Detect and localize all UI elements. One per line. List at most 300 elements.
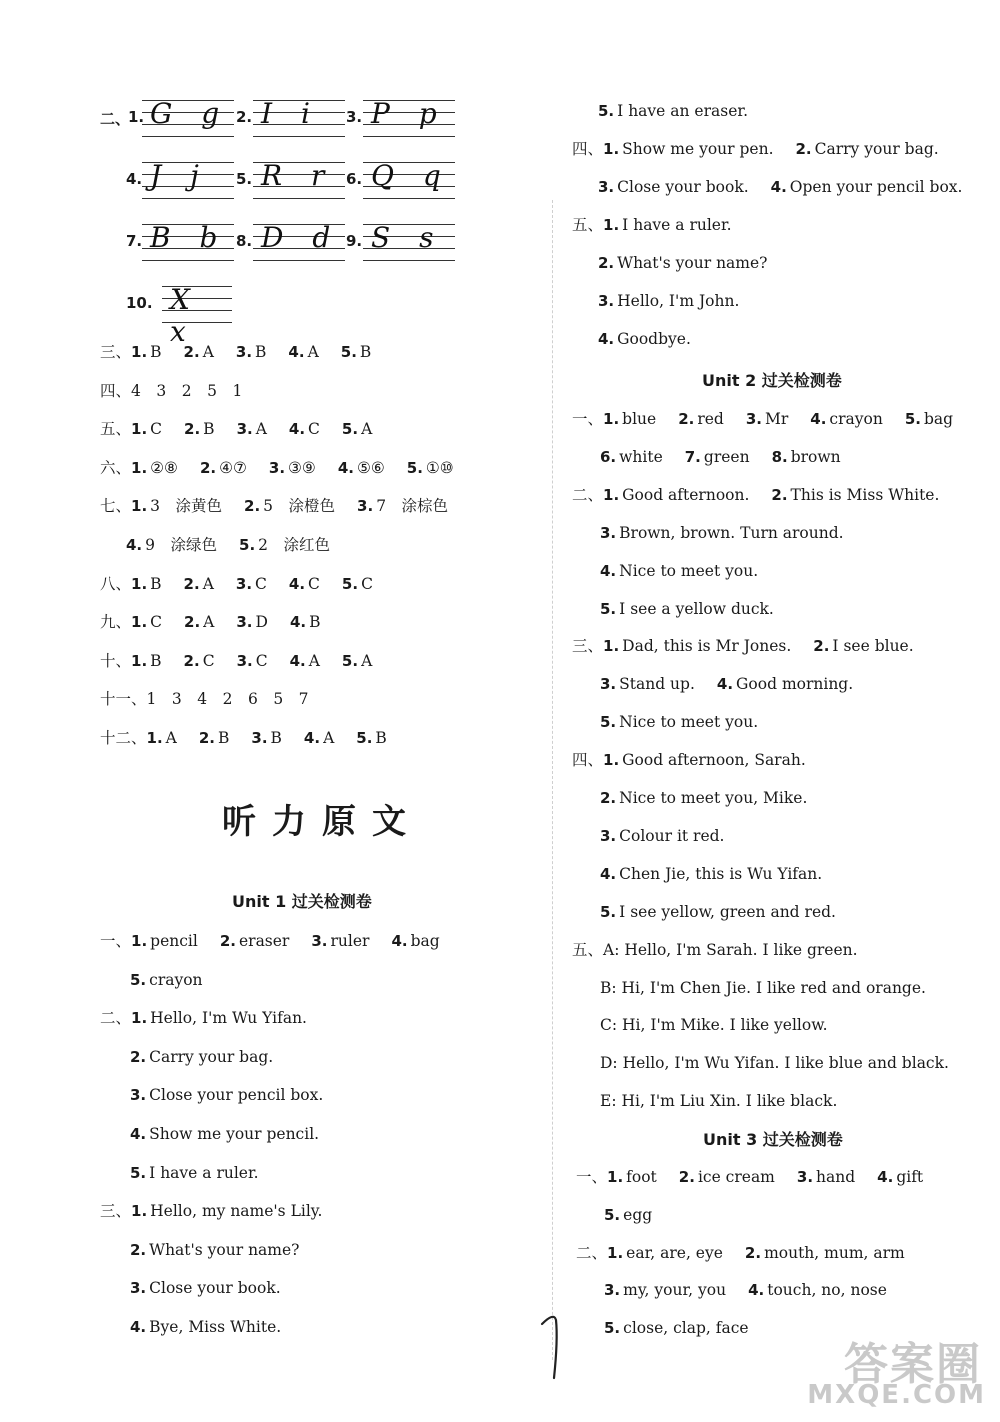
- item-number: 5.: [600, 713, 617, 732]
- item-answer: B: [218, 729, 230, 747]
- item-number: 1.: [131, 458, 148, 477]
- writing-rule-line: [253, 198, 345, 199]
- item-number: 5.: [341, 651, 359, 670]
- handwriting-item-number: 6.: [346, 170, 363, 188]
- answer-line: [598, 177, 966, 197]
- item-answer: A: [165, 729, 177, 747]
- item-number: 4.: [303, 729, 321, 747]
- answer-line: [572, 940, 862, 960]
- answer-line: [604, 1205, 656, 1225]
- item-number: 4.: [748, 1281, 765, 1300]
- answer-line: [604, 1280, 891, 1300]
- unit2-title: Unit 2 过关检测卷: [702, 371, 842, 390]
- item-answer: A: [255, 420, 267, 439]
- handwritten-letters: P p: [371, 97, 447, 130]
- handwritten-letters: S s: [371, 221, 444, 254]
- item-answer: What's your name?: [149, 1240, 300, 1259]
- item-number: 1.: [131, 497, 148, 516]
- answer-line: [598, 291, 743, 311]
- item-number: 3.: [600, 826, 617, 845]
- unit1-title: Unit 1 过关检测卷: [232, 892, 372, 911]
- item-number: 1.: [603, 216, 620, 234]
- item-number: 5.: [341, 420, 359, 439]
- question-number: 九、: [100, 613, 132, 632]
- item-answer: A: [308, 651, 320, 670]
- question-number: 七、: [100, 497, 132, 516]
- answer-line: [100, 342, 375, 362]
- item-number: 3.: [130, 1086, 147, 1105]
- item-answer: Chen Jie, this is Wu Yifan.: [619, 864, 823, 883]
- answer-line: [576, 1243, 909, 1263]
- answer-line: [572, 636, 918, 656]
- item-answer: ④⑦: [219, 458, 247, 477]
- watermark: [807, 1328, 990, 1414]
- question-number: 十一、: [100, 690, 147, 709]
- answer-line: [130, 1124, 323, 1144]
- handwriting-box: [363, 160, 455, 200]
- item-answer: ②⑧: [150, 458, 178, 477]
- handwriting-box: [142, 98, 234, 138]
- answer-line: [100, 381, 246, 401]
- item-number: 2.: [244, 497, 261, 516]
- item-number: 4.: [337, 458, 354, 477]
- item-number: 3.: [236, 420, 253, 439]
- item-answer: touch, no, nose: [767, 1281, 887, 1300]
- item-answer: Carry your bag.: [149, 1047, 274, 1066]
- item-answer: gift: [896, 1168, 924, 1186]
- item-answer: A: [203, 613, 215, 632]
- item-answer: I see a yellow duck.: [619, 599, 774, 618]
- item-number: 2.: [771, 485, 788, 504]
- column-divider: [552, 200, 553, 1360]
- item-number: 4.: [391, 932, 408, 950]
- item-number: 2.: [219, 932, 236, 950]
- writing-rule-line: [142, 136, 234, 137]
- answer-line: [604, 1318, 753, 1338]
- item-answer: B: [359, 343, 372, 361]
- item-number: 1.: [607, 1168, 624, 1186]
- item-number: 5.: [340, 343, 357, 361]
- handwriting-item-number: 2.: [236, 108, 253, 126]
- item-number: 1.: [603, 140, 620, 158]
- answer-line: [600, 902, 840, 922]
- item-number: 6.: [600, 447, 617, 466]
- watermark-logo-text: 答案圈: [844, 1339, 982, 1390]
- item-answer: C: [150, 613, 163, 632]
- item-answer: A: [361, 420, 373, 439]
- item-number: 3.: [268, 458, 286, 477]
- answer-line: [100, 458, 458, 478]
- item-number: 2.: [183, 343, 200, 361]
- item-answer: I see yellow, green and red.: [619, 902, 836, 921]
- item-answer: Close your book.: [149, 1279, 281, 1298]
- item-answer: What's your name?: [617, 254, 768, 272]
- item-answer: B: [255, 343, 267, 361]
- answer-line: [130, 1163, 263, 1183]
- answer-line: [100, 651, 376, 671]
- item-answer: C: [202, 651, 215, 670]
- item-answer: ice cream: [697, 1168, 775, 1186]
- answer-line: [572, 215, 736, 235]
- item-answer: B: [375, 729, 387, 747]
- item-answer: eraser: [238, 932, 290, 950]
- item-answer: Nice to meet you.: [619, 713, 759, 732]
- answer-line: [130, 1317, 285, 1337]
- item-number: 1.: [131, 932, 148, 950]
- item-number: 4.: [130, 1125, 147, 1143]
- item-answer: crayon: [829, 410, 883, 428]
- item-number: 3.: [796, 1168, 814, 1186]
- answer-line: [130, 1047, 277, 1067]
- item-answer: bag: [923, 410, 954, 428]
- item-number: 1.: [603, 485, 620, 504]
- item-number: 2.: [199, 458, 217, 477]
- handwriting-item-number: 5.: [236, 170, 253, 188]
- item-number: 2.: [795, 140, 812, 158]
- item-answer: B: [150, 574, 162, 593]
- item-number: 2.: [183, 574, 200, 593]
- item-answer: Colour it red.: [619, 826, 725, 845]
- item-number: 1.: [603, 410, 620, 428]
- handwriting-box: [142, 160, 234, 200]
- writing-rule-line: [363, 136, 455, 137]
- item-number: 2.: [184, 420, 201, 439]
- handwritten-letters: B b: [150, 221, 228, 254]
- item-number: 3.: [600, 523, 617, 542]
- item-answer: Good afternoon, Sarah.: [622, 751, 806, 770]
- item-answer: white: [619, 447, 663, 466]
- item-number: 1.: [131, 613, 148, 632]
- item-answer: C: [361, 574, 373, 593]
- writing-rule-line: [142, 198, 234, 199]
- item-number: 2.: [744, 1243, 762, 1262]
- item-answer: Close your book.: [617, 178, 749, 196]
- question-number: 三、: [100, 343, 132, 361]
- item-answer: C: [255, 651, 268, 670]
- handwriting-item-number: 10.: [126, 294, 153, 312]
- answer-line: [130, 1240, 303, 1260]
- item-answer: egg: [623, 1205, 653, 1224]
- item-answer: 7 涂棕色: [376, 497, 449, 516]
- item-answer: close, clap, face: [623, 1319, 749, 1338]
- item-answer: Show me your pen.: [622, 140, 774, 158]
- item-answer: B: [150, 651, 162, 670]
- item-number: 1.: [131, 420, 148, 439]
- item-answer: B: [309, 613, 321, 632]
- item-answer: Nice to meet you.: [619, 561, 759, 580]
- item-number: 4.: [716, 675, 734, 694]
- item-number: 5.: [598, 102, 615, 120]
- unit3-title: Unit 3 过关检测卷: [703, 1130, 843, 1149]
- answer-line: [100, 728, 391, 748]
- item-number: 1.: [146, 729, 163, 747]
- item-answer: Good afternoon.: [622, 485, 750, 504]
- handwriting-item-number: 8.: [236, 232, 253, 250]
- answer-line: [572, 409, 957, 429]
- answer-text: A: Hello, I'm Sarah. I like green.: [603, 940, 858, 959]
- question-number: 一、: [576, 1168, 608, 1186]
- answer-line: [130, 970, 207, 990]
- item-answer: red: [697, 410, 724, 428]
- handwriting-box: [142, 222, 234, 262]
- item-answer: This is Miss White.: [790, 485, 940, 504]
- item-answer: D: [255, 613, 268, 632]
- item-number: 4.: [130, 1318, 147, 1336]
- item-answer: 3 涂黄色: [150, 497, 223, 516]
- item-answer: green: [703, 447, 750, 466]
- item-number: 5.: [130, 970, 147, 989]
- item-number: 5.: [904, 410, 921, 428]
- item-answer: B: [150, 343, 162, 361]
- item-answer: C: [255, 574, 267, 593]
- item-answer: Hello, my name's Lily.: [150, 1202, 323, 1221]
- question-number: 二、: [576, 1243, 608, 1262]
- answer-line: [572, 485, 943, 505]
- item-answer: Goodbye.: [617, 330, 691, 348]
- item-answer: I have an eraser.: [617, 102, 749, 120]
- answer-text: D: Hello, I'm Wu Yifan. I like blue and black.: [600, 1054, 949, 1073]
- handwriting-item-number: 9.: [346, 232, 363, 250]
- answer-line: [600, 1015, 832, 1035]
- handwritten-letters: Q q: [371, 159, 451, 192]
- item-number: 2.: [813, 637, 830, 656]
- writing-rule-line: [253, 136, 345, 137]
- item-number: 1.: [131, 1009, 148, 1028]
- answer-line: [600, 447, 845, 467]
- item-answer: my, your, you: [623, 1281, 727, 1300]
- item-number: 2.: [678, 1168, 695, 1186]
- item-number: 2.: [183, 651, 200, 670]
- answer-line: [100, 1008, 311, 1028]
- item-answer: hand: [816, 1168, 856, 1186]
- item-number: 3.: [235, 343, 253, 361]
- item-number: 2.: [600, 789, 617, 807]
- item-number: 1.: [607, 1243, 624, 1262]
- item-number: 4.: [289, 651, 306, 670]
- item-answer: Mr: [765, 410, 789, 428]
- answer-line: [600, 1053, 953, 1073]
- item-number: 1.: [603, 751, 620, 770]
- item-number: 4.: [877, 1168, 894, 1186]
- answer-line: [598, 253, 771, 273]
- question-number: 八、: [100, 574, 132, 593]
- item-number: 1.: [603, 637, 620, 656]
- answer-line: [100, 612, 324, 632]
- question-number: 四、: [572, 751, 604, 770]
- item-answer: ①⑩: [425, 458, 454, 477]
- answer-line: [572, 139, 943, 159]
- handwriting-item-number: 1.: [128, 108, 145, 126]
- item-answer: C: [308, 420, 320, 439]
- item-number: 5.: [239, 536, 256, 554]
- answer-line: [130, 1278, 285, 1298]
- handwriting-item-number: 3.: [346, 108, 363, 126]
- question-number: 六、: [100, 458, 132, 477]
- answer-text: E: Hi, I'm Liu Xin. I like black.: [600, 1092, 838, 1111]
- item-answer: Hello, I'm Wu Yifan.: [150, 1009, 307, 1028]
- item-answer: A: [307, 343, 319, 361]
- answer-line: [600, 712, 762, 732]
- item-number: 5.: [604, 1205, 621, 1224]
- answer-line: [126, 535, 334, 555]
- item-number: 3.: [357, 497, 374, 516]
- answer-text: C: Hi, I'm Mike. I like yellow.: [600, 1016, 828, 1035]
- item-number: 1.: [131, 574, 148, 593]
- item-answer: B: [203, 420, 215, 439]
- answer-line: [572, 750, 810, 770]
- handwritten-letters: X x: [170, 283, 200, 348]
- item-answer: Stand up.: [619, 675, 695, 694]
- handwriting-item-number: 7.: [126, 232, 143, 250]
- item-answer: A: [323, 729, 335, 747]
- item-number: 2.: [598, 254, 615, 272]
- item-number: 5.: [600, 599, 617, 618]
- answer-line: [600, 1091, 841, 1111]
- item-answer: pencil: [150, 932, 198, 950]
- question-number: 二、: [572, 485, 604, 504]
- item-number: 1.: [131, 343, 148, 361]
- item-answer: ③⑨: [288, 458, 316, 477]
- item-answer: A: [202, 574, 214, 593]
- item-number: 5.: [130, 1163, 147, 1182]
- section-title: 听力原文: [222, 802, 422, 842]
- question-number: 五、: [100, 420, 132, 439]
- item-number: 4.: [289, 613, 307, 632]
- item-number: 4.: [598, 330, 615, 348]
- item-answer: Bye, Miss White.: [149, 1318, 282, 1336]
- item-number: 3.: [600, 675, 617, 694]
- item-number: 5.: [604, 1319, 621, 1338]
- item-answer: C: [150, 420, 163, 439]
- answer-line: [100, 496, 452, 516]
- item-number: 5.: [406, 458, 423, 477]
- pen-mark: [540, 1310, 566, 1380]
- item-number: 3.: [236, 613, 253, 632]
- item-answer: Open your pencil box.: [789, 178, 963, 196]
- handwriting-box: [363, 222, 455, 262]
- item-number: 4.: [810, 410, 827, 428]
- item-number: 2.: [198, 729, 215, 747]
- item-answer: Nice to meet you, Mike.: [619, 789, 808, 807]
- item-number: 1.: [131, 651, 148, 670]
- item-number: 5.: [600, 902, 617, 921]
- question-number: 一、: [572, 410, 604, 428]
- item-answer: mouth, mum, arm: [764, 1243, 905, 1262]
- item-number: 3.: [598, 178, 615, 196]
- question-number: 五、: [572, 216, 604, 234]
- item-answer: ear, are, eye: [626, 1243, 723, 1262]
- item-number: 4.: [288, 420, 306, 439]
- item-number: 4.: [126, 536, 143, 554]
- handwriting-box: [253, 98, 345, 138]
- item-number: 4.: [288, 343, 305, 361]
- handwriting-box: [363, 98, 455, 138]
- item-answer: brown: [790, 447, 841, 466]
- answer-line: [600, 826, 729, 846]
- answer-line: [100, 931, 444, 951]
- answer-text: 1 3 4 2 6 5 7: [146, 690, 309, 709]
- item-answer: I have a ruler.: [622, 216, 732, 234]
- item-answer: Hello, I'm John.: [617, 292, 740, 310]
- handwriting-section-label: 二、: [100, 110, 131, 128]
- item-number: 4.: [288, 574, 306, 593]
- item-number: 4.: [600, 561, 617, 580]
- item-answer: ⑤⑥: [356, 458, 385, 477]
- item-answer: Close your pencil box.: [149, 1086, 324, 1105]
- item-answer: bag: [410, 932, 440, 950]
- answer-line: [600, 864, 826, 884]
- item-number: 3.: [236, 651, 253, 670]
- watermark-url: MXQE.COM: [807, 1380, 986, 1410]
- item-answer: Carry your bag.: [814, 140, 939, 158]
- item-number: 8.: [771, 447, 788, 466]
- answer-line: [600, 674, 857, 694]
- item-answer: 5 涂橙色: [263, 497, 336, 516]
- question-number: 三、: [100, 1202, 132, 1221]
- item-answer: blue: [622, 410, 657, 428]
- item-number: 5.: [356, 729, 373, 747]
- question-number: 五、: [572, 940, 604, 959]
- question-number: 一、: [100, 932, 132, 950]
- handwriting-box: [253, 222, 345, 262]
- item-number: 4.: [600, 864, 617, 883]
- answer-line: [598, 329, 695, 349]
- writing-rule-line: [363, 198, 455, 199]
- answer-line: [600, 561, 762, 581]
- item-number: 4.: [770, 178, 787, 196]
- item-number: 2.: [678, 410, 695, 428]
- handwritten-letters: D d: [261, 221, 341, 254]
- item-number: 3.: [251, 729, 268, 747]
- answer-line: [600, 788, 811, 808]
- item-number: 1.: [131, 1202, 148, 1221]
- handwriting-item-number: 4.: [126, 170, 143, 188]
- answer-line: [100, 1201, 326, 1221]
- answer-line: [100, 574, 377, 594]
- item-answer: I have a ruler.: [149, 1163, 259, 1182]
- item-number: 2.: [130, 1240, 147, 1259]
- answer-line: [100, 689, 313, 709]
- item-number: 2.: [184, 613, 201, 632]
- item-number: 3.: [745, 410, 762, 428]
- item-answer: I see blue.: [832, 637, 914, 656]
- item-answer: Show me your pencil.: [149, 1125, 320, 1143]
- item-number: 5.: [341, 574, 359, 593]
- writing-rule-line: [363, 260, 455, 261]
- item-answer: Good morning.: [736, 675, 854, 694]
- item-answer: crayon: [149, 970, 203, 989]
- handwritten-letters: R r: [261, 159, 335, 192]
- item-number: 3.: [604, 1281, 621, 1300]
- question-number: 四、: [100, 381, 132, 400]
- item-number: 3.: [311, 932, 328, 950]
- answer-line: [130, 1085, 327, 1105]
- answer-line: [598, 101, 752, 121]
- question-number: 三、: [572, 637, 604, 656]
- item-answer: B: [270, 729, 282, 747]
- question-number: 四、: [572, 140, 604, 158]
- item-answer: C: [308, 574, 320, 593]
- item-answer: foot: [626, 1168, 657, 1186]
- writing-rule-line: [142, 260, 234, 261]
- question-number: 二、: [100, 1009, 132, 1028]
- question-number: 十、: [100, 651, 132, 670]
- answer-line: [600, 599, 778, 619]
- answer-text: 4 3 2 5 1: [131, 381, 243, 400]
- handwriting-box: [162, 283, 232, 348]
- item-number: 3.: [130, 1279, 147, 1298]
- answer-text: B: Hi, I'm Chen Jie. I like red and orange.: [600, 978, 926, 997]
